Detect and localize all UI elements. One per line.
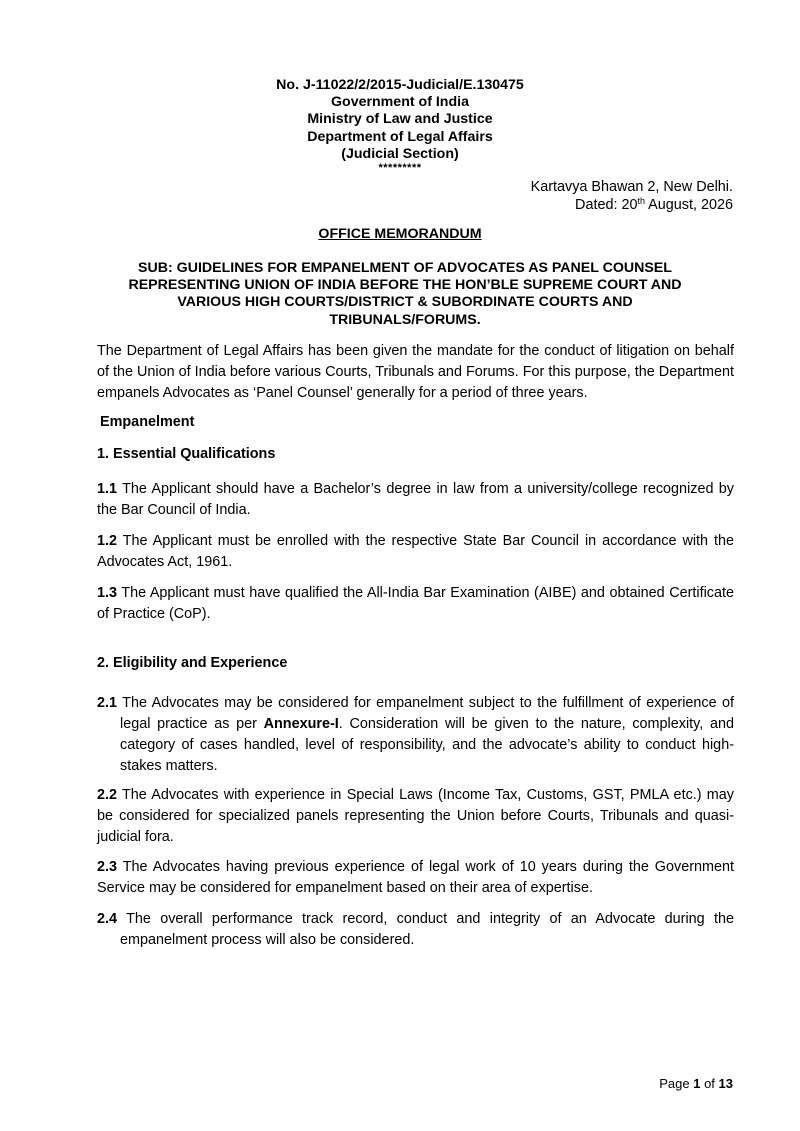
file-number: No. J-11022/2/2015-Judicial/E.130475 <box>276 77 524 93</box>
section-line: (Judicial Section) <box>341 145 459 162</box>
memo-title: OFFICE MEMORANDUM <box>318 226 482 242</box>
page-number: Page 1 of 13 <box>659 1076 733 1091</box>
separator-stars: ********* <box>378 162 422 175</box>
clause-2-3: 2.3 The Advocates having previous experience of legal work of 10 years during the Government Service may be considered for empanelment based on their area of expertise. <box>97 859 734 896</box>
clause-2-2: 2.2 The Advocates with experience in Special Laws (Income Tax, Customs, GST, PMLA etc.) may be considered for specialized panels representing the Union before Courts, Tribunals and quasi-judicial fora. <box>97 787 734 845</box>
section-1-heading: 1. Essential Qualifications <box>97 446 276 462</box>
clause-1-2: 1.2 The Applicant must be enrolled with the respective State Bar Council in accordance with the Advocates Act, 1961. <box>97 533 734 570</box>
document-header <box>0 77 800 173</box>
place-and-date <box>531 178 733 214</box>
section-2-heading: 2. Eligibility and Experience <box>97 655 288 671</box>
intro-paragraph: The Department of Legal Affairs has been given the mandate for the conduct of litigation on behalf of the Union of India before various Courts, Tribunals and Forums. For this purpose, the Department empanels Advocates as ‘Panel Counsel’ generally for a period of three years. <box>97 343 734 401</box>
address-line: Kartavya Bhawan 2, New Delhi. <box>530 179 733 195</box>
ministry-line: Ministry of Law and Justice <box>307 111 493 128</box>
government-line: Government of India <box>331 94 469 111</box>
date-line: Dated: 20th August, 2026 <box>575 196 733 213</box>
clause-1-1: 1.1 The Applicant should have a Bachelor’s degree in law from a university/college recognized by the Bar Council of India. <box>97 481 734 518</box>
department-line: Department of Legal Affairs <box>307 128 493 145</box>
clause-1-3: 1.3 The Applicant must have qualified the All-India Bar Examination (AIBE) and obtained Certificate of Practice (CoP). <box>97 585 734 622</box>
clause-2-4: 2.4 The overall performance track record, conduct and integrity of an Advocate during the empanelment process will also be considered. <box>97 911 734 948</box>
empanelment-heading: Empanelment <box>100 414 195 430</box>
subject-heading: SUB: GUIDELINES FOR EMPANELMENT OF ADVOCATES AS PANEL COUNSEL REPRESENTING UNION OF INDIA BEFORE THE HON’BLE SUPREME COURT AND VARIOUS HIGH COURTS/DISTRICT & SUBORDINATE COURTS AND TRIBUNALS/FORUMS. <box>128 260 682 328</box>
clause-2-1: 2.1 The Advocates may be considered for empanelment subject to the fulfillment of experience of legal practice as per Annexure-I. Consideration will be given to the nature, complexity, and category of cases handled, level of responsibility, and the advocate’s ability to conduct high-stakes matters. <box>97 695 734 774</box>
